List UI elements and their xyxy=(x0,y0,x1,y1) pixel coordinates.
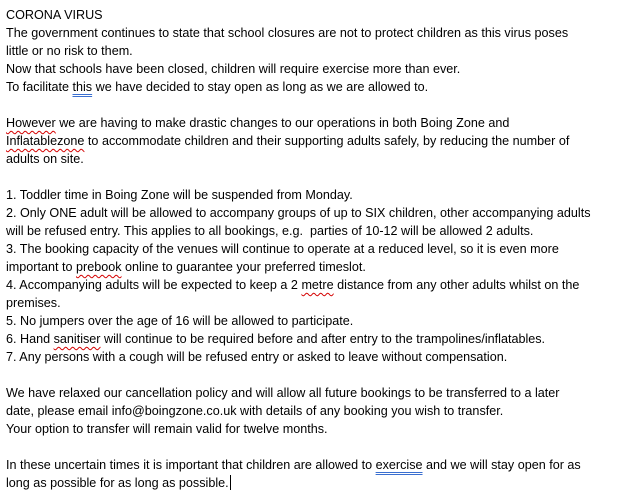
grammar-flag[interactable]: exercise xyxy=(375,458,423,472)
cancel-line-2: date, please email info@boingzone.co.uk with details of any booking you wish to transfer. xyxy=(6,404,504,418)
spelling-flag[interactable]: Inflatablezone xyxy=(6,134,85,148)
text-fragment: 4. Accompanying adults will be expected to keep a 2 xyxy=(6,278,302,292)
closing-line-1 xyxy=(6,456,632,474)
rule-2-line-1: 2. Only ONE adult will be allowed to accompany groups of up to SIX children, other accompanying adults xyxy=(6,206,591,220)
intro-line-2: little or no risk to them. xyxy=(6,44,133,58)
cancel-line-3: Your option to transfer will remain valid for twelve months. xyxy=(6,422,328,436)
spelling-flag[interactable]: sanitiser xyxy=(53,332,101,346)
rule-5: 5. No jumpers over the age of 16 will be allowed to participate. xyxy=(6,314,354,328)
spelling-flag[interactable]: metre xyxy=(301,278,334,292)
rule-3-line-1: 3. The booking capacity of the venues will continue to operate at a reduced level, so it is even more xyxy=(6,242,559,256)
cancel-line-1: We have relaxed our cancellation policy and will allow all future bookings to be transferred to a later xyxy=(6,386,560,400)
text-fragment: To facilitate xyxy=(6,80,73,94)
text-fragment: 6. Hand xyxy=(6,332,54,346)
changes-line-3: adults on site. xyxy=(6,152,84,166)
intro-line-4 xyxy=(6,78,632,96)
rule-2-line-2: will be refused entry. This applies to all bookings, e.g. parties of 10-12 will be allowed 2 adults. xyxy=(6,224,534,238)
rule-7: 7. Any persons with a cough will be refused entry or asked to leave without compensation. xyxy=(6,350,508,364)
text-fragment: we have decided to stay open as long as we are allowed to. xyxy=(92,80,429,94)
text-cursor xyxy=(230,475,231,490)
changes-line-1 xyxy=(6,114,632,132)
rule-4-line-1 xyxy=(6,276,632,294)
rule-6 xyxy=(6,330,632,348)
blank-line xyxy=(6,438,632,456)
document-body[interactable] xyxy=(6,6,632,492)
text-fragment: we are having to make drastic changes to our operations in both Boing Zone and xyxy=(55,116,510,130)
blank-line xyxy=(6,366,632,384)
blank-line xyxy=(6,96,632,114)
text-fragment: In these uncertain times it is important that children are allowed to xyxy=(6,458,376,472)
text-fragment: long as possible for as long as possible. xyxy=(6,476,229,490)
changes-line-2 xyxy=(6,132,632,150)
intro-line-3: Now that schools have been closed, children will require exercise more than ever. xyxy=(6,62,461,76)
grammar-flag[interactable]: this xyxy=(72,80,93,94)
heading: CORONA VIRUS xyxy=(6,8,103,22)
text-fragment: and we will stay open for as xyxy=(422,458,581,472)
blank-line xyxy=(6,168,632,186)
text-fragment: important to xyxy=(6,260,76,274)
text-fragment: to accommodate children and their supporting adults safely, by reducing the number of xyxy=(84,134,570,148)
rule-1: 1. Toddler time in Boing Zone will be suspended from Monday. xyxy=(6,188,353,202)
text-fragment: will continue to be required before and after entry to the trampolines/inflatables. xyxy=(100,332,546,346)
text-fragment: distance from any other adults whilst on the xyxy=(333,278,580,292)
spelling-flag[interactable]: However xyxy=(6,116,56,130)
intro-line-1: The government continues to state that school closures are not to protect children as this virus poses xyxy=(6,26,569,40)
spelling-flag[interactable]: prebook xyxy=(76,260,122,274)
closing-line-2 xyxy=(6,474,632,492)
text-fragment: online to guarantee your preferred timeslot. xyxy=(121,260,366,274)
rule-4-line-2: premises. xyxy=(6,296,61,310)
rule-3-line-2 xyxy=(6,258,632,276)
